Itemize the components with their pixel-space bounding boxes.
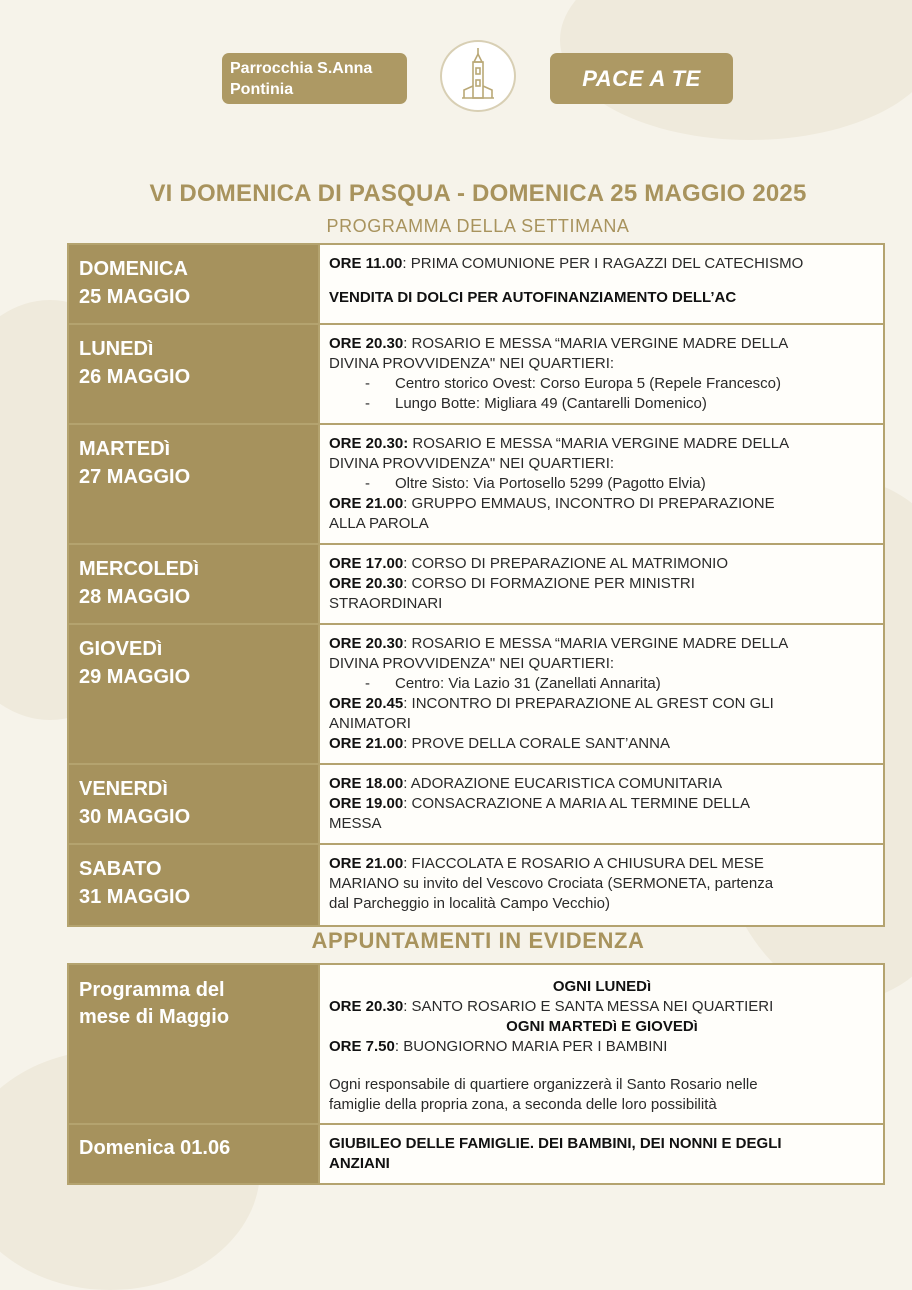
event-line: ORE 19.00: CONSACRAZIONE A MARIA AL TERMINE DELLA — [329, 795, 750, 812]
parish-badge — [222, 53, 407, 104]
event-line: ORE 17.00: CORSO DI PREPARAZIONE AL MATRIMONIO — [329, 555, 728, 572]
event-line: ORE 20.30: ROSARIO E MESSA “MARIA VERGINE MADRE DELLA — [329, 335, 789, 352]
header — [0, 40, 912, 120]
location-item: - Oltre Sisto: Via Portosello 5299 (Pagotto Elvia) — [365, 475, 706, 492]
parish-name: Parrocchia S.Anna — [230, 60, 373, 77]
event-line: ORE 20.30: ROSARIO E MESSA “MARIA VERGINE MADRE DELLA — [329, 435, 790, 452]
note-line: famiglie della propria zona, a seconda delle loro possibilità — [329, 1096, 717, 1113]
event-line: GIUBILEO DELLE FAMIGLIE. DEI BAMBINI, DEI NONNI E DEGLI — [329, 1135, 782, 1152]
day-date: 31 MAGGIO — [79, 886, 191, 908]
event-line: ORE 20.30: ROSARIO E MESSA “MARIA VERGINE MADRE DELLA — [329, 635, 789, 652]
section-heading: OGNI MARTEDì E GIOVEDì — [506, 1018, 698, 1035]
event-time: ORE 17.00 — [329, 555, 404, 572]
event-line: ORE 21.00: FIACCOLATA E ROSARIO A CHIUSURA DEL MESE — [329, 855, 764, 872]
page-title: VI DOMENICA DI PASQUA - DOMENICA 25 MAGGIO 2025 — [149, 180, 807, 207]
day-cell — [68, 764, 319, 844]
day-name: SABATO — [79, 858, 162, 880]
day-name: VENERDì — [79, 778, 168, 800]
location-item: - Centro storico Ovest: Corso Europa 5 (Repele Francesco) — [365, 375, 781, 392]
day-name: MARTEDì — [79, 438, 171, 460]
day-name: MERCOLEDì — [79, 558, 199, 580]
event-line: ORE 7.50: BUONGIORNO MARIA PER I BAMBINI — [329, 1038, 668, 1055]
event-line: ORE 21.00: PROVE DELLA CORALE SANT’ANNA — [329, 735, 670, 752]
event-time: ORE 21.00 — [329, 735, 404, 752]
day-name: GIOVEDì — [79, 638, 163, 660]
event-time: ORE 20.30 — [329, 635, 404, 652]
event-time: ORE 11.00 — [329, 255, 403, 272]
events-cell — [319, 624, 884, 764]
day-date: 29 MAGGIO — [79, 666, 191, 688]
highlight-label: Domenica 01.06 — [79, 1137, 231, 1159]
highlights-title: APPUNTAMENTI IN EVIDENZA — [311, 928, 645, 953]
day-date: 25 MAGGIO — [79, 286, 191, 308]
events-cell — [319, 544, 884, 624]
highlight-row-may — [68, 964, 884, 1124]
schedule-row-thursday — [68, 624, 884, 764]
church-tower-icon — [442, 42, 514, 110]
event-line: DIVINA PROVVIDENZA" NEI QUARTIERI: — [329, 455, 615, 472]
event-time: ORE 21.00 — [329, 495, 404, 512]
day-date: 30 MAGGIO — [79, 806, 191, 828]
event-line: ORE 20.30: SANTO ROSARIO E SANTA MESSA NEI QUARTIERI — [329, 998, 774, 1015]
day-cell — [68, 244, 319, 324]
section-heading: OGNI LUNEDì — [552, 978, 652, 995]
event-line: ORE 11.00: PRIMA COMUNIONE PER I RAGAZZI DEL CATECHISMO — [329, 255, 804, 272]
event-time: ORE 20.45 — [329, 695, 404, 712]
highlight-row-jubilee — [68, 1124, 884, 1184]
day-cell — [68, 324, 319, 424]
schedule-row-saturday — [68, 844, 884, 926]
highlight-label: Programma del — [79, 979, 225, 1001]
highlight-content-cell — [319, 1124, 884, 1184]
event-line: MESSA — [329, 815, 382, 832]
event-time: ORE 7.50 — [329, 1038, 395, 1055]
note-line: Ogni responsabile di quartiere organizzerà il Santo Rosario nelle — [329, 1076, 758, 1093]
event-line: dal Parcheggio in località Campo Vecchio) — [329, 895, 610, 912]
spacer — [329, 274, 875, 288]
peace-badge: PACE A TE — [550, 53, 733, 104]
event-time: ORE 20.30: — [329, 435, 409, 452]
event-time: ORE 19.00 — [329, 795, 404, 812]
day-cell — [68, 844, 319, 926]
day-cell — [68, 624, 319, 764]
weekly-schedule — [67, 243, 885, 927]
schedule-row-sunday — [68, 244, 884, 324]
parish-town: Pontinia — [230, 81, 294, 98]
highlights-table — [67, 963, 885, 1185]
event-time: ORE 20.30 — [329, 335, 404, 352]
events-cell — [319, 764, 884, 844]
event-time: ORE 18.00 — [329, 775, 404, 792]
schedule-row-tuesday — [68, 424, 884, 544]
location-item: - Centro: Via Lazio 31 (Zanellati Annarita) — [365, 675, 661, 692]
event-line: ORE 20.30: CORSO DI FORMAZIONE PER MINISTRI — [329, 575, 695, 592]
page-subtitle: PROGRAMMA DELLA SETTIMANA — [326, 216, 630, 236]
day-date: 28 MAGGIO — [79, 586, 191, 608]
events-cell — [319, 424, 884, 544]
event-line: DIVINA PROVVIDENZA" NEI QUARTIERI: — [329, 355, 615, 372]
day-cell — [68, 544, 319, 624]
day-date: 26 MAGGIO — [79, 366, 191, 388]
day-name: DOMENICA — [79, 258, 188, 280]
event-line: ORE 21.00: GRUPPO EMMAUS, INCONTRO DI PREPARAZIONE — [329, 495, 775, 512]
event-line: DIVINA PROVVIDENZA" NEI QUARTIERI: — [329, 655, 615, 672]
church-logo — [440, 40, 516, 112]
highlight-label-cell — [68, 964, 319, 1124]
events-cell — [319, 324, 884, 424]
event-time: ORE 20.30 — [329, 998, 404, 1015]
event-line: ANZIANI — [329, 1155, 390, 1172]
event-line: ALLA PAROLA — [329, 515, 429, 532]
location-item: - Lungo Botte: Migliara 49 (Cantarelli Domenico) — [365, 395, 707, 412]
highlight-label-cell — [68, 1124, 319, 1184]
events-cell — [319, 844, 884, 926]
highlight-label: mese di Maggio — [79, 1006, 230, 1028]
schedule-row-wednesday — [68, 544, 884, 624]
event-line: MARIANO su invito del Vescovo Crociata (SERMONETA, partenza — [329, 875, 774, 892]
event-line: VENDITA DI DOLCI PER AUTOFINANZIAMENTO DELL’AC — [329, 289, 737, 306]
day-cell — [68, 424, 319, 544]
day-date: 27 MAGGIO — [79, 466, 191, 488]
day-name: LUNEDì — [79, 338, 154, 360]
schedule-row-friday — [68, 764, 884, 844]
spacer — [329, 1057, 875, 1075]
highlight-content-cell — [319, 964, 884, 1124]
event-time: ORE 20.30 — [329, 575, 404, 592]
events-cell — [319, 244, 884, 324]
event-line: ORE 18.00: ADORAZIONE EUCARISTICA COMUNITARIA — [329, 775, 723, 792]
event-line: STRAORDINARI — [329, 595, 443, 612]
event-line: ANIMATORI — [329, 715, 411, 732]
event-line: ORE 20.45: INCONTRO DI PREPARAZIONE AL GREST CON GLI — [329, 695, 774, 712]
event-time: ORE 21.00 — [329, 855, 404, 872]
schedule-row-monday — [68, 324, 884, 424]
